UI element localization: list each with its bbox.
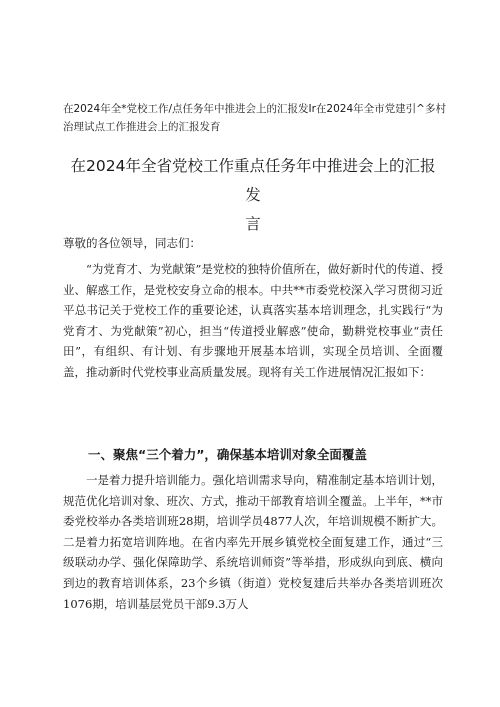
related-articles bbox=[63, 100, 446, 136]
salutation: 尊敬的各位领导，同志们： bbox=[63, 236, 201, 250]
title-line-2: 言 bbox=[245, 215, 261, 233]
title-line-1: 在2024年全省党校工作重点任务年中推进会上的汇报发 bbox=[70, 157, 436, 204]
related-article-line-2[interactable]: 治理试点工作推进会上的汇报发育 bbox=[63, 121, 221, 133]
section-heading-1: 一、聚焦“三个着力”，确保基本培训对象全面覆盖 bbox=[88, 447, 367, 462]
body-paragraph-intro: “为党育才、为党献策”是党校的独特价值所在，做好新时代的传道、授业、解惑工作，是党校安身立命的根本。中共**市委党校深入学习贯彻习近平总书记关于党校工作的重要论述，认真落实基本培训理念，扎实践行“为党育才、为党献策”初心，担当“传道授业解惑”使命，勤耕党校事业“责任田”，有组织、有计划、有步骤地开展基本培训，实现全员培训、全面覆盖，推动新时代党校事业高质量发展。现将有关工作进展情况汇报如下： bbox=[63, 262, 443, 379]
related-article-line-1[interactable]: 在2024年全*党校工作/点任务年中推进会上的汇报发Ir在2024年全市党建引^多村 bbox=[63, 103, 446, 115]
document-title bbox=[63, 152, 443, 239]
body-paragraph-section-1: 一是着力提升培训能力。强化培训需求导向，精准制定基本培训计划，规范优化培训对象、班次、方式，推动干部教育培训全覆盖。上半年，**市委党校举办各类培训班28期，培训学员4877人次，年培训规模不断扩大。二是着力拓宽培训阵地。在省内率先开展乡镇党校全面复建工作，通过“三级联动办学、强化保障助学、系统培训师资”等举措，形成纵向到底、横向到边的教育培训体系，23个乡镇（街道）党校复建后共举办各类培训班次1076期，培训基层党员干部9.3万人 bbox=[63, 473, 443, 611]
